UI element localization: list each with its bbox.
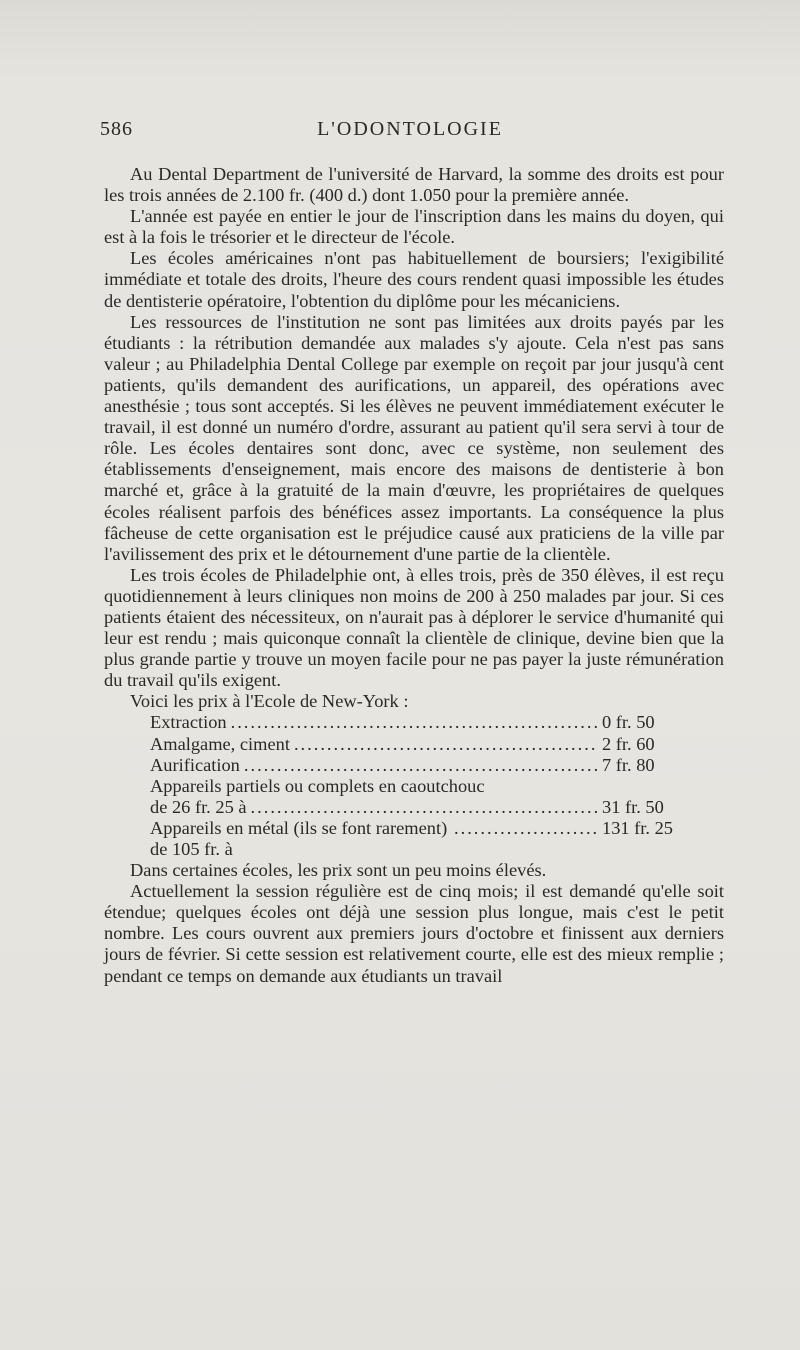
price-row xyxy=(150,755,724,776)
price-value: 0 fr. 50 xyxy=(602,712,655,733)
leader-dots xyxy=(244,755,598,776)
paragraph: Les ressources de l'institution ne sont pas limitées aux droits payés par les étudiants : la rétribution demandée aux malades s'y ajoute. Cela n'est pas sans valeur ; au Philadelphia Dental College par exemple on reçoit par jour jusqu'à cent patients, qu'ils demandent des aurifications, un appareil, des opérations avec anesthésie ; tous sont acceptés. Si les élèves ne peuvent immédiatement exécuter le travail, il est donné un numéro d'ordre, assurant au patient qu'il sera servi à tour de rôle. Les écoles dentaires sont donc, avec ce système, non seulement des établissements d'enseignement, mais encore des maisons de dentisterie à bon marché et, grâce à la gratuité de la main d'œuvre, les propriétaires de quelques écoles réalisent parfois des bénéfices assez importants. La conséquence la plus fâcheuse de cette organisation est le préjudice causé aux praticiens de la ville par l'avilissement des prix et le détournement d'une partie de la clientèle. xyxy=(104,311,724,564)
running-title: L'ODONTOLOGIE xyxy=(317,118,503,140)
page-number: 586 xyxy=(100,118,133,140)
paragraph: L'année est payée en entier le jour de l'inscription dans les mains du doyen, qui est à la fois le trésorier et le directeur de l'école. xyxy=(104,206,724,248)
leader-dots xyxy=(294,734,598,755)
price-label: Amalgame, ciment xyxy=(150,733,290,754)
leader-dots xyxy=(251,797,598,818)
price-label: Extraction xyxy=(150,712,227,733)
paragraph: Dans certaines écoles, les prix sont un peu moins élevés. xyxy=(130,860,547,881)
paragraph: Les écoles américaines n'ont pas habituellement de boursiers; l'exigibilité immédiate et totale des droits, l'heure des cours rendent quasi impossible les études de dentisterie opératoire, l'obtention du diplôme pour les mécaniciens. xyxy=(104,248,724,311)
price-label: Aurification xyxy=(150,754,240,775)
price-list xyxy=(150,712,724,860)
leader-dots xyxy=(231,712,598,733)
paragraph: Voici les prix à l'Ecole de New-York : xyxy=(130,691,409,712)
price-value: 2 fr. 60 xyxy=(602,733,655,754)
price-label: de 26 fr. 25 à xyxy=(150,796,247,817)
leader-dots xyxy=(454,818,598,839)
price-row xyxy=(150,818,724,860)
paragraph: Au Dental Department de l'université de Harvard, la somme des droits est pour les trois années de 2.100 fr. (400 d.) dont 1.050 pour la première année. xyxy=(104,164,724,206)
price-value: 7 fr. 80 xyxy=(602,754,655,775)
paragraph: Actuellement la session régulière est de cinq mois; il est demandé qu'elle soit étendue; quelques écoles ont déjà une session plus longue, mais c'est le petit nombre. Les cours ouvrent aux premiers jours d'octobre et finissent aux derniers jours de février. Si cette session est relativement courte, elle est des mieux remplie ; pendant ce temps on demande aux étudiants un travail xyxy=(104,881,724,986)
price-row xyxy=(150,712,724,733)
price-label: Appareils en métal (ils se font rarement) de 105 fr. à xyxy=(150,817,448,859)
price-label-prefix: Appareils partiels ou complets en caoutchouc xyxy=(150,775,485,796)
body-text xyxy=(104,164,724,987)
price-value: 31 fr. 50 xyxy=(602,796,664,817)
price-value: 131 fr. 25 xyxy=(602,817,674,838)
paragraph: Les trois écoles de Philadelphie ont, à elles trois, près de 350 élèves, il est reçu quotidiennement à leurs cliniques non moins de 200 à 250 malades par jour. Si ces patients étaient des nécessiteux, on n'aurait pas à déplorer le service d'humanité qui leur est rendu ; mais quiconque connaît la clientèle de clinique, devine bien que la plus grande partie y trouve un moyen facile pour ne pas payer la juste rémunération du travail qu'ils exigent. xyxy=(104,564,724,691)
price-row xyxy=(150,734,724,755)
price-row xyxy=(150,797,724,818)
page-header xyxy=(100,118,720,148)
